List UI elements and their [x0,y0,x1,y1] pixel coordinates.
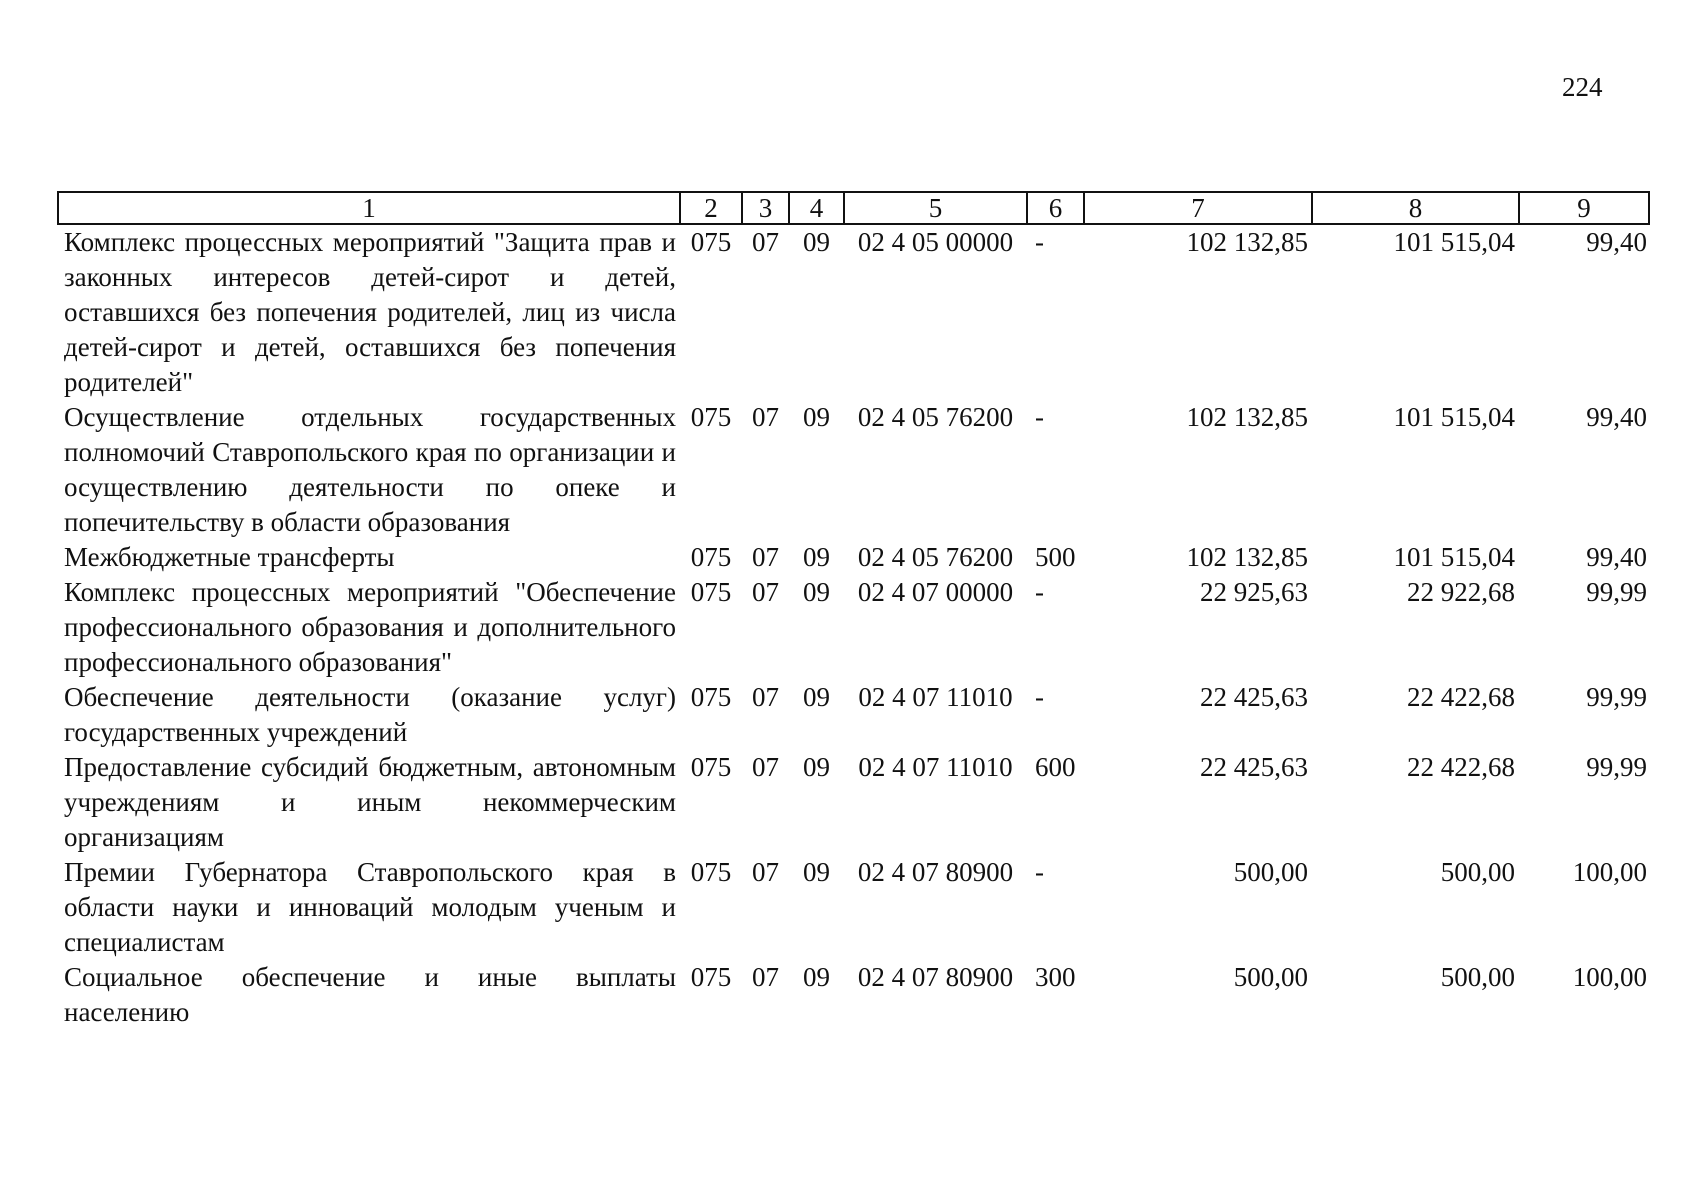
expense-name: Межбюджетные трансферты [64,542,395,572]
ministry-code: 075 [690,682,732,712]
table-row [58,575,1649,680]
section-code: 07 [752,577,779,607]
amount-col8: 101 515,04 [1393,227,1515,257]
section-code: 07 [752,752,779,782]
expense-type-code: - [1035,857,1044,887]
table-row [58,680,1649,750]
ministry-code: 075 [690,577,732,607]
section-code: 07 [752,962,779,992]
table-row [58,400,1649,540]
subsection-code: 09 [803,682,830,712]
section-code: 07 [752,227,779,257]
header-row [58,192,1649,224]
subsection-code: 09 [803,402,830,432]
target-article-code: 02 4 07 11010 [858,682,1013,712]
column-header-1: 1 [58,192,680,224]
budget-table [57,191,1650,1030]
ministry-code: 075 [690,752,732,782]
amount-col7: 22 425,63 [1200,752,1308,782]
amount-col7: 22 925,63 [1200,577,1308,607]
column-header-6: 6 [1027,192,1084,224]
subsection-code: 09 [803,577,830,607]
expense-type-code: 500 [1035,542,1076,572]
column-header-4: 4 [789,192,844,224]
expense-name: Комплекс процессных мероприятий "Защита прав и законных интересов детей-сирот и детей, оставшихся без попечения родителей, лиц из числа детей-сирот и детей, оставшихся без попечения родителей" [64,227,676,397]
percent-col9: 100,00 [1572,962,1647,992]
amount-col7: 102 132,85 [1186,227,1308,257]
expense-name: Осуществление отдельных государственных полномочий Ставропольского края по организации и осуществлению деятельности по опеке и попечительству в области образования [64,402,676,537]
target-article-code: 02 4 07 80900 [857,857,1014,887]
table-row [58,855,1649,960]
target-article-code: 02 4 05 00000 [857,227,1014,257]
expense-name: Предоставление субсидий бюджетным, автономным учреждениям и иным некоммерческим организациям [64,752,676,852]
table-row [58,540,1649,575]
column-header-2: 2 [680,192,742,224]
subsection-code: 09 [803,752,830,782]
amount-col7: 500,00 [1233,857,1308,887]
table-body [58,224,1649,1030]
expense-type-code: 300 [1035,962,1076,992]
column-header-9: 9 [1519,192,1649,224]
ministry-code: 075 [690,962,732,992]
table-row [58,750,1649,855]
percent-col9: 99,40 [1586,227,1647,257]
section-code: 07 [752,542,779,572]
subsection-code: 09 [803,962,830,992]
amount-col7: 22 425,63 [1200,682,1308,712]
target-article-code: 02 4 07 80900 [857,962,1014,992]
percent-col9: 99,99 [1586,577,1647,607]
column-header-5: 5 [844,192,1027,224]
expense-type-code: - [1035,402,1044,432]
amount-col8: 101 515,04 [1393,402,1515,432]
column-header-8: 8 [1312,192,1519,224]
column-header-3: 3 [742,192,789,224]
amount-col7: 500,00 [1233,962,1308,992]
ministry-code: 075 [690,402,732,432]
table-row [58,224,1649,400]
expense-type-code: - [1035,577,1044,607]
ministry-code: 075 [690,542,732,572]
target-article-code: 02 4 07 11010 [858,752,1013,782]
amount-col8: 22 422,68 [1407,752,1515,782]
page-number: 224 [1562,72,1603,102]
amount-col8: 22 422,68 [1407,682,1515,712]
subsection-code: 09 [803,857,830,887]
amount-col7: 102 132,85 [1186,402,1308,432]
section-code: 07 [752,402,779,432]
amount-col8: 500,00 [1440,962,1515,992]
subsection-code: 09 [803,227,830,257]
expense-type-code: 600 [1035,752,1076,782]
table-row [58,960,1649,1030]
table-header [58,192,1649,224]
section-code: 07 [752,682,779,712]
target-article-code: 02 4 07 00000 [857,577,1014,607]
ministry-code: 075 [690,227,732,257]
percent-col9: 99,99 [1586,752,1647,782]
expense-name: Премии Губернатора Ставропольского края в области науки и инноваций молодым ученым и специалистам [64,857,676,957]
target-article-code: 02 4 05 76200 [857,542,1014,572]
percent-col9: 100,00 [1572,857,1647,887]
section-code: 07 [752,857,779,887]
expense-name: Комплекс процессных мероприятий "Обеспечение профессионального образования и дополнительного профессионального образования" [64,577,676,677]
amount-col8: 22 922,68 [1407,577,1515,607]
ministry-code: 075 [690,857,732,887]
expense-type-code: - [1035,227,1044,257]
column-header-7: 7 [1084,192,1312,224]
expense-type-code: - [1035,682,1044,712]
amount-col8: 500,00 [1440,857,1515,887]
expense-name: Обеспечение деятельности (оказание услуг) государственных учреждений [64,682,676,747]
percent-col9: 99,99 [1586,682,1647,712]
percent-col9: 99,40 [1586,402,1647,432]
percent-col9: 99,40 [1586,542,1647,572]
expense-name: Социальное обеспечение и иные выплаты населению [64,962,676,1027]
amount-col8: 101 515,04 [1393,542,1515,572]
target-article-code: 02 4 05 76200 [857,402,1014,432]
subsection-code: 09 [803,542,830,572]
amount-col7: 102 132,85 [1186,542,1308,572]
